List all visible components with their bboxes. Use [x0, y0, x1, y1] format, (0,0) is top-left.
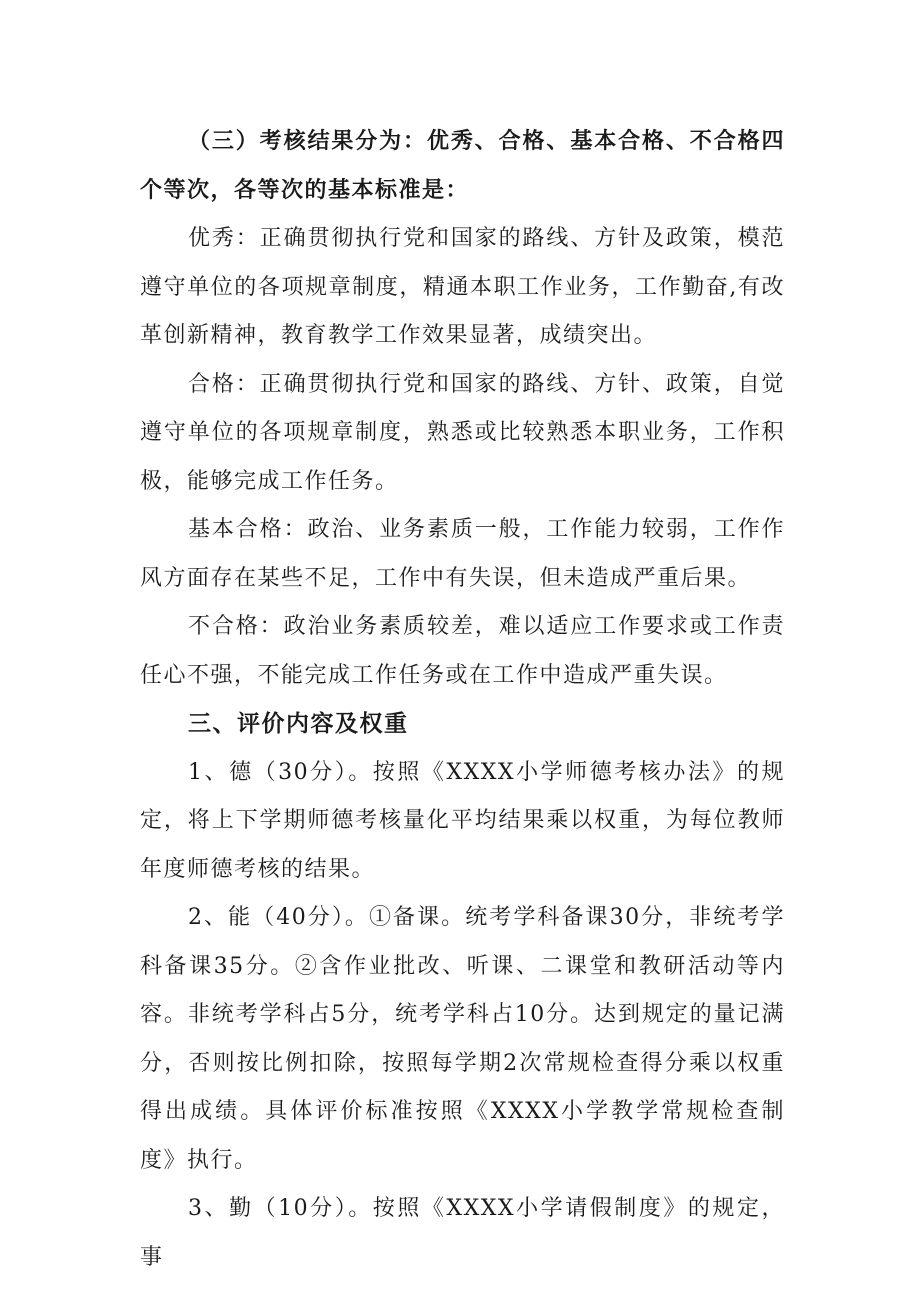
unqualified-standard: 不合格：政治业务素质较差，难以适应工作要求或工作责任心不强，不能完成工作任务或在工作中造成严重失误。	[140, 614, 785, 688]
basic-qualified-standard: 基本合格：政治、业务素质一般，工作能力较弱，工作作风方面存在某些不足，工作中有失误，但未造成严重后果。	[140, 517, 785, 591]
grading-levels-intro: （三）考核结果分为：优秀、合格、基本合格、不合格四个等次，各等次的基本标准是：	[140, 129, 785, 203]
qualified-standard: 合格：正确贯彻执行党和国家的路线、方针、政策，自觉遵守单位的各项规章制度，熟悉或比较熟悉本职业务，工作积极，能够完成工作任务。	[140, 371, 785, 494]
section-heading-evaluation: 三、评价内容及权重	[188, 711, 409, 737]
ability-item: 2、能（40分）。①备课。统考学科备课30分，非统考学科备课35分。②含作业批改、听课、二课堂和教研活动等内容。非统考学科占5分，统考学科占10分。达到规定的量记满分，否则按比例扣除，按照每学期2次常规检查得分乘以权重得出成绩。具体评价标准按照《XXXX小学教学常规检查制度》执行。	[140, 905, 785, 1173]
morality-item: 1、德（30分）。按照《XXXX小学师德考核办法》的规定，将上下学期师德考核量化平均结果乘以权重，为每位教师年度师德考核的结果。	[140, 759, 785, 882]
excellent-standard: 优秀：正确贯彻执行党和国家的路线、方针及政策，模范遵守单位的各项规章制度，精通本职工作业务，工作勤奋,有改革创新精神，教育教学工作效果显著，成绩突出。	[140, 226, 785, 348]
diligence-item: 3、勤（10分）。按照《XXXX小学请假制度》的规定，事	[140, 1196, 785, 1270]
document-body	[140, 118, 785, 1282]
